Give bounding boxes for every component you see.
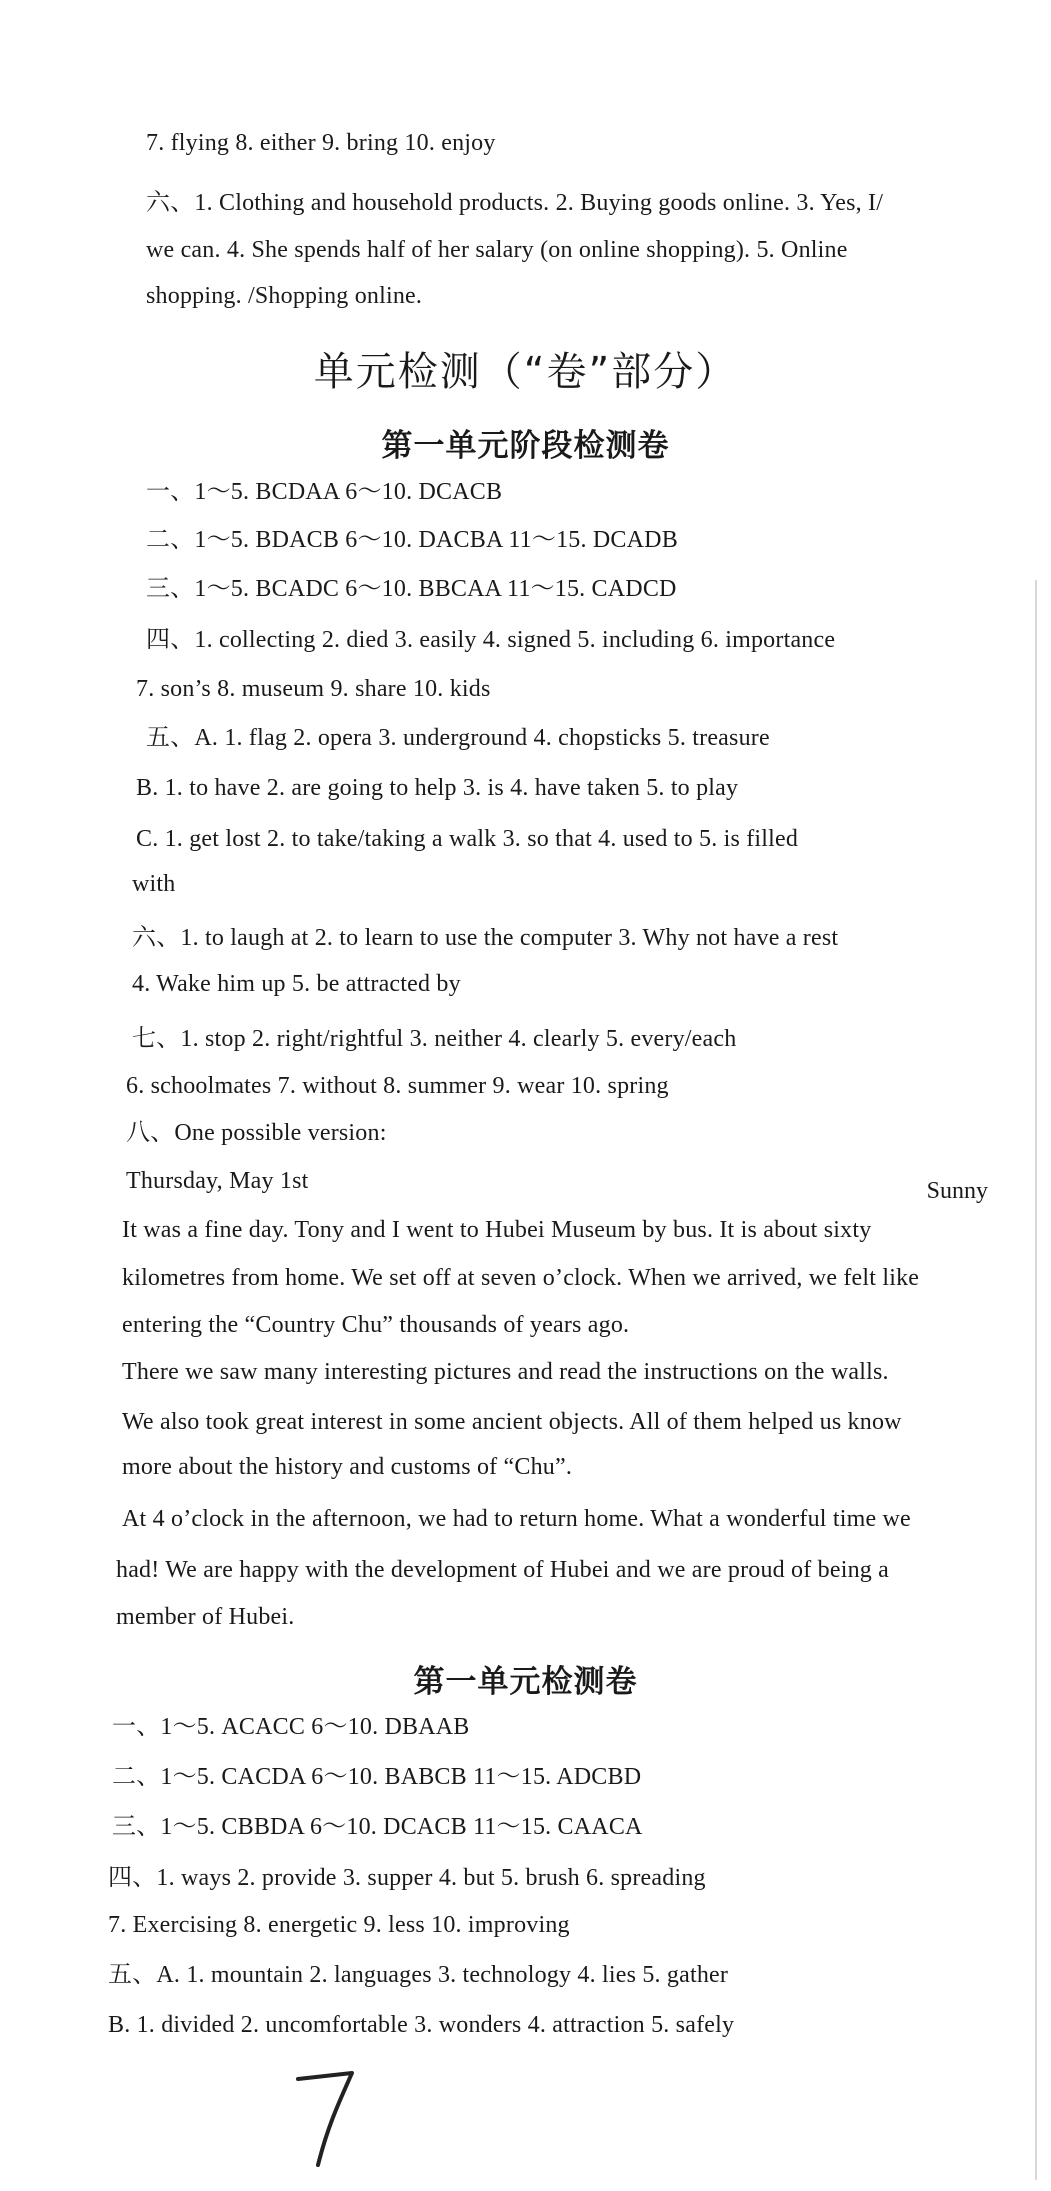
- s2-line-5: 7. Exercising 8. energetic 9. less 10. improving: [108, 1912, 570, 1938]
- s1-line-8: C. 1. get lost 2. to take/taking a walk 3. so that 4. used to 5. is filled: [136, 826, 799, 852]
- unit-test-heading: 单元检测（“卷”部分）: [313, 349, 738, 395]
- s2-line-1: 一、1～5. ACACC 6～10. DBAAB: [112, 1714, 470, 1740]
- s1-line-13: 6. schoolmates 7. without 8. summer 9. wear 10. spring: [126, 1073, 669, 1099]
- essay-weather: Sunny: [926, 1178, 988, 1204]
- s1-line-4: 四、1. collecting 2. died 3. easily 4. signed 5. including 6. importance: [146, 627, 836, 653]
- s2-line-4: 四、1. ways 2. provide 3. supper 4. but 5. brush 6. spreading: [108, 1865, 706, 1891]
- s1-line-9: with: [132, 871, 176, 897]
- s1-line-1: 一、1～5. BCDAA 6～10. DCACB: [146, 479, 503, 505]
- essay-line-1: It was a fine day. Tony and I went to Hubei Museum by bus. It is about sixty: [122, 1217, 872, 1243]
- essay-line-9: member of Hubei.: [116, 1604, 295, 1630]
- s1-line-2: 二、1～5. BDACB 6～10. DACBA 11～15. DCADB: [146, 527, 678, 553]
- s1-line-6: 五、A. 1. flag 2. opera 3. underground 4. chopsticks 5. treasure: [146, 725, 770, 751]
- s1-line-12: 七、1. stop 2. right/rightful 3. neither 4. clearly 5. every/each: [132, 1026, 737, 1052]
- s1-line-7: B. 1. to have 2. are going to help 3. is 4. have taken 5. to play: [136, 775, 739, 801]
- essay-line-2: kilometres from home. We set off at seven o’clock. When we arrived, we felt like: [122, 1265, 920, 1291]
- top-line-2: 六、1. Clothing and household products. 2. Buying goods online. 3. Yes, I/: [146, 190, 884, 216]
- scan-edge-line: [1035, 580, 1037, 2180]
- essay-line-4: There we saw many interesting pictures and read the instructions on the walls.: [122, 1359, 889, 1385]
- handwritten-page-number-7: [290, 2065, 370, 2175]
- s2-line-3: 三、1～5. CBBDA 6～10. DCACB 11～15. CAACA: [112, 1814, 643, 1840]
- top-line-1: 7. flying 8. either 9. bring 10. enjoy: [146, 130, 496, 156]
- section2-title: 第一单元检测卷: [413, 1664, 638, 1700]
- s1-line-10: 六、1. to laugh at 2. to learn to use the computer 3. Why not have a rest: [132, 925, 839, 951]
- essay-line-5: We also took great interest in some ancient objects. All of them helped us know: [122, 1409, 902, 1435]
- essay-line-8: had! We are happy with the development of Hubei and we are proud of being a: [116, 1557, 890, 1583]
- s2-line-7: B. 1. divided 2. uncomfortable 3. wonders 4. attraction 5. safely: [108, 2012, 735, 2038]
- essay-line-3: entering the “Country Chu” thousands of years ago.: [122, 1312, 630, 1338]
- s2-line-6: 五、A. 1. mountain 2. languages 3. technology 4. lies 5. gather: [108, 1962, 729, 1988]
- essay-line-7: At 4 o’clock in the afternoon, we had to return home. What a wonderful time we: [122, 1506, 911, 1532]
- section1-title: 第一单元阶段检测卷: [381, 428, 670, 464]
- s1-line-3: 三、1～5. BCADC 6～10. BBCAA 11～15. CADCD: [146, 576, 677, 602]
- s1-line-14: 八、One possible version:: [126, 1120, 387, 1146]
- s1-line-11: 4. Wake him up 5. be attracted by: [132, 971, 461, 997]
- s1-line-5: 7. son’s 8. museum 9. share 10. kids: [136, 676, 491, 702]
- essay-line-6: more about the history and customs of “Chu”.: [122, 1454, 573, 1480]
- s2-line-2: 二、1～5. CACDA 6～10. BABCB 11～15. ADCBD: [112, 1764, 642, 1790]
- top-line-4: shopping. /Shopping online.: [146, 283, 423, 309]
- top-line-3: we can. 4. She spends half of her salary (on online shopping). 5. Online: [146, 237, 848, 263]
- essay-date: Thursday, May 1st: [126, 1168, 309, 1194]
